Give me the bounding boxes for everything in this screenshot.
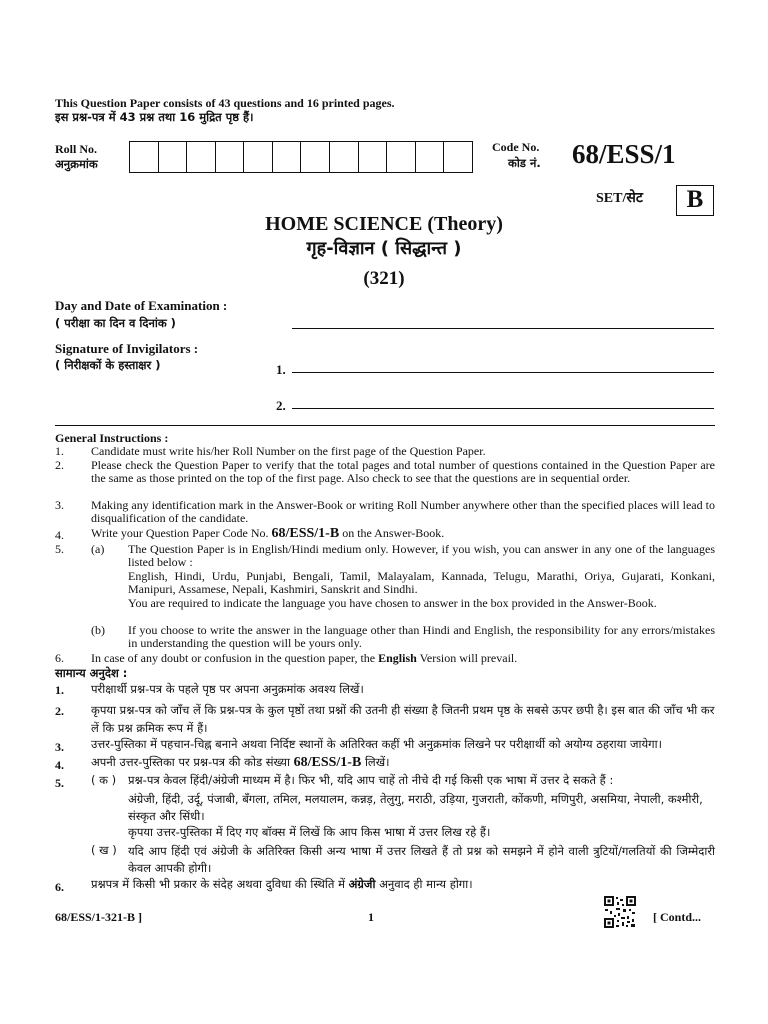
footer-code: 68/ESS/1-321-B ] — [55, 910, 143, 924]
page-count-en: This Question Paper consists of 43 questions and 16 printed pages. — [55, 96, 395, 110]
gi-item-6-bold: English — [378, 651, 417, 665]
gi-num: 1. — [55, 444, 64, 458]
gi-num: 6. — [55, 651, 64, 665]
hi-item-6-bold: अंग्रेजी — [348, 877, 376, 891]
invigilator-label-en: Signature of Invigilators : — [55, 341, 199, 356]
hindi-instructions-heading: सामान्य अनुदेश : — [55, 666, 128, 680]
roll-cell[interactable] — [244, 142, 273, 172]
gi-5b-text: If you choose to write the answer in the language other than Hindi and English, the responsibility for any errors/mistakes in understanding the question will be yours only. — [128, 623, 715, 650]
roll-cell[interactable] — [301, 142, 330, 172]
gi-num: 2. — [55, 458, 64, 472]
hi-item-6-text2: अनुवाद ही मान्य होगा। — [375, 877, 473, 891]
hi-5a-label: ( क ) — [91, 773, 117, 787]
roll-cell[interactable] — [273, 142, 302, 172]
gi-item-4-text2: on the Answer-Book. — [339, 526, 445, 540]
roll-cell[interactable] — [187, 142, 216, 172]
qr-code-icon — [603, 895, 637, 929]
hi-item-6 — [91, 877, 715, 891]
gi-item-6-text: In case of any doubt or confusion in the question paper, the — [91, 651, 379, 665]
set-value-box: B — [676, 185, 714, 216]
sig2-line[interactable] — [292, 408, 714, 409]
hi-item-6-text: प्रश्नपत्र में किसी भी प्रकार के संदेह अथवा दुविधा की स्थिति में — [91, 877, 349, 891]
gi-item-6-text2: Version will prevail. — [416, 651, 518, 665]
hi-5b-text: यदि आप हिंदी एवं अंग्रेजी के अतिरिक्त किसी अन्य भाषा में उत्तर लिखते हैं तो प्रश्न को समझने में होने वाली त्रुटियों/गलतियों की जिम्मेदारी केवल आपकी होगी। — [128, 844, 715, 875]
roll-cell[interactable] — [216, 142, 245, 172]
roll-label-hi: अनुक्रमांक — [55, 157, 98, 171]
hi-item-2: कृपया प्रश्न-पत्र को जाँच लें कि प्रश्न-पत्र के कुल पृष्ठों तथा प्रश्नों की उतनी ही संख्या है जितनी प्रथम पृष्ठ के सबसे ऊपर छपी है। इस बात की जाँच भी कर लें कि प्रश्न क्रमिक रूप में हैं। — [91, 703, 715, 735]
hi-5b-label: ( ख ) — [91, 843, 117, 857]
gi-item-1: Candidate must write his/her Roll Number on the first page of the Question Paper. — [91, 444, 486, 458]
hi-item-3: उत्तर-पुस्तिका में पहचान-चिह्न बनाने अथवा निर्दिष्ट स्थानों के अतिरिक्त कहीं भी अनुक्रमांक लिखने पर परीक्षार्थी को अयोग्य ठहराया जायेगा। — [91, 737, 662, 751]
hi-5a-languages: अंग्रेजी, हिंदी, उर्दू, पंजाबी, बँगला, तमिल, मलयालम, कन्नड़, तेलुगु, मराठी, उड़िया, गुजराती, कोंकणी, मणिपुरी, असमिया, नेपाली, कश्मीरी, संस्कृत और सिंधी। — [128, 792, 703, 823]
roll-cell[interactable] — [359, 142, 388, 172]
general-instructions-heading: General Instructions : — [55, 431, 169, 445]
hi-num-2: 2. — [55, 704, 64, 718]
sig1-label: 1. — [276, 362, 286, 377]
roll-cell[interactable] — [159, 142, 188, 172]
continued-label: [ Contd... — [653, 910, 702, 924]
hi-num-1: 1. — [55, 683, 64, 697]
hi-num-6: 6. — [55, 880, 64, 894]
exam-date-label-hi: ( परीक्षा का दिन व दिनांक ) — [55, 316, 176, 330]
invigilator-label-hi: ( निरीक्षकों के हस्ताक्षर ) — [55, 358, 161, 372]
hi-item-4-code: 68/ESS/1-B — [293, 755, 362, 770]
gi-item-4-text: Write your Question Paper Code No. — [91, 526, 272, 540]
roll-cell[interactable] — [416, 142, 445, 172]
gi-num: 4. — [55, 528, 64, 542]
subject-title-en: HOME SCIENCE (Theory) — [265, 213, 503, 235]
hi-num-3: 3. — [55, 740, 64, 754]
page-number: 1 — [368, 910, 374, 924]
hi-num-5: 5. — [55, 776, 64, 790]
code-label-hi: कोड नं. — [508, 156, 541, 170]
hi-item-1: परीक्षार्थी प्रश्न-पत्र के पहले पृष्ठ पर अपना अनुक्रमांक अवश्य लिखें। — [91, 682, 364, 696]
separator — [55, 425, 715, 426]
roll-label-en: Roll No. — [55, 142, 97, 156]
set-label: SET/सेट — [596, 191, 643, 206]
gi-item-3: Making any identification mark in the Answer-Book or writing Roll Number anywhere other than the specified places will lead to disqualification of the candidate. — [91, 498, 715, 525]
exam-date-label-en: Day and Date of Examination : — [55, 298, 228, 313]
subject-code: (321) — [363, 268, 405, 289]
gi-5a-note: You are required to indicate the language you have chosen to answer in the box provided in the Answer-Book. — [128, 596, 657, 610]
hi-item-4 — [91, 755, 715, 770]
gi-5a-label: (a) — [91, 542, 105, 556]
sig1-line[interactable] — [292, 372, 714, 373]
subject-title-hi: गृह-विज्ञान ( सिद्धान्त ) — [306, 238, 462, 259]
roll-cell[interactable] — [130, 142, 159, 172]
exam-date-line[interactable] — [292, 328, 714, 329]
paper-code: 68/ESS/1 — [572, 139, 676, 169]
gi-num: 3. — [55, 498, 64, 512]
roll-cell[interactable] — [330, 142, 359, 172]
sig2-label: 2. — [276, 398, 286, 413]
page-count-hi: इस प्रश्न-पत्र में 43 प्रश्न तथा 16 मुद्रित पृष्ठ हैं। — [55, 110, 254, 124]
gi-5b-label: (b) — [91, 623, 105, 637]
roll-cell[interactable] — [444, 142, 472, 172]
gi-item-4 — [91, 527, 715, 540]
hi-item-4-text: अपनी उत्तर-पुस्तिका पर प्रश्न-पत्र की कोड संख्या — [91, 755, 294, 769]
gi-5a-languages: English, Hindi, Urdu, Punjabi, Bengali, Tamil, Malayalam, Kannada, Telugu, Marathi, Oriya, Gujarati, Konkani, Manipuri, Assamese, Nepali, Kashmiri, Sanskrit and Sindhi. — [128, 569, 715, 596]
gi-5a-text: The Question Paper is in English/Hindi medium only. However, if you wish, you can answer in any one of the languages listed below : — [128, 542, 715, 569]
gi-item-2: Please check the Question Paper to verify that the total pages and total number of questions contained in the Question Paper are the same as those printed on the top of the first page. Also check to see that the questions are in sequential order. — [91, 458, 715, 485]
roll-number-boxes[interactable] — [129, 141, 473, 173]
gi-item-6 — [91, 652, 715, 665]
hi-5a-text: प्रश्न-पत्र केवल हिंदी/अंग्रेजी माध्यम में है। फिर भी, यदि आप चाहें तो नीचे दी गई किसी एक भाषा में उत्तर दे सकते हैं : — [128, 773, 614, 787]
gi-item-4-code: 68/ESS/1-B — [271, 526, 340, 541]
gi-num: 5. — [55, 542, 64, 556]
hi-5a-note: कृपया उत्तर-पुस्तिका में दिए गए बॉक्स में लिखें कि आप किस भाषा में उत्तर लिख रहे हैं। — [128, 825, 491, 839]
hi-item-4-text2: लिखें। — [361, 755, 390, 769]
roll-cell[interactable] — [387, 142, 416, 172]
hi-num-4: 4. — [55, 758, 64, 772]
code-label-en: Code No. — [492, 140, 540, 154]
